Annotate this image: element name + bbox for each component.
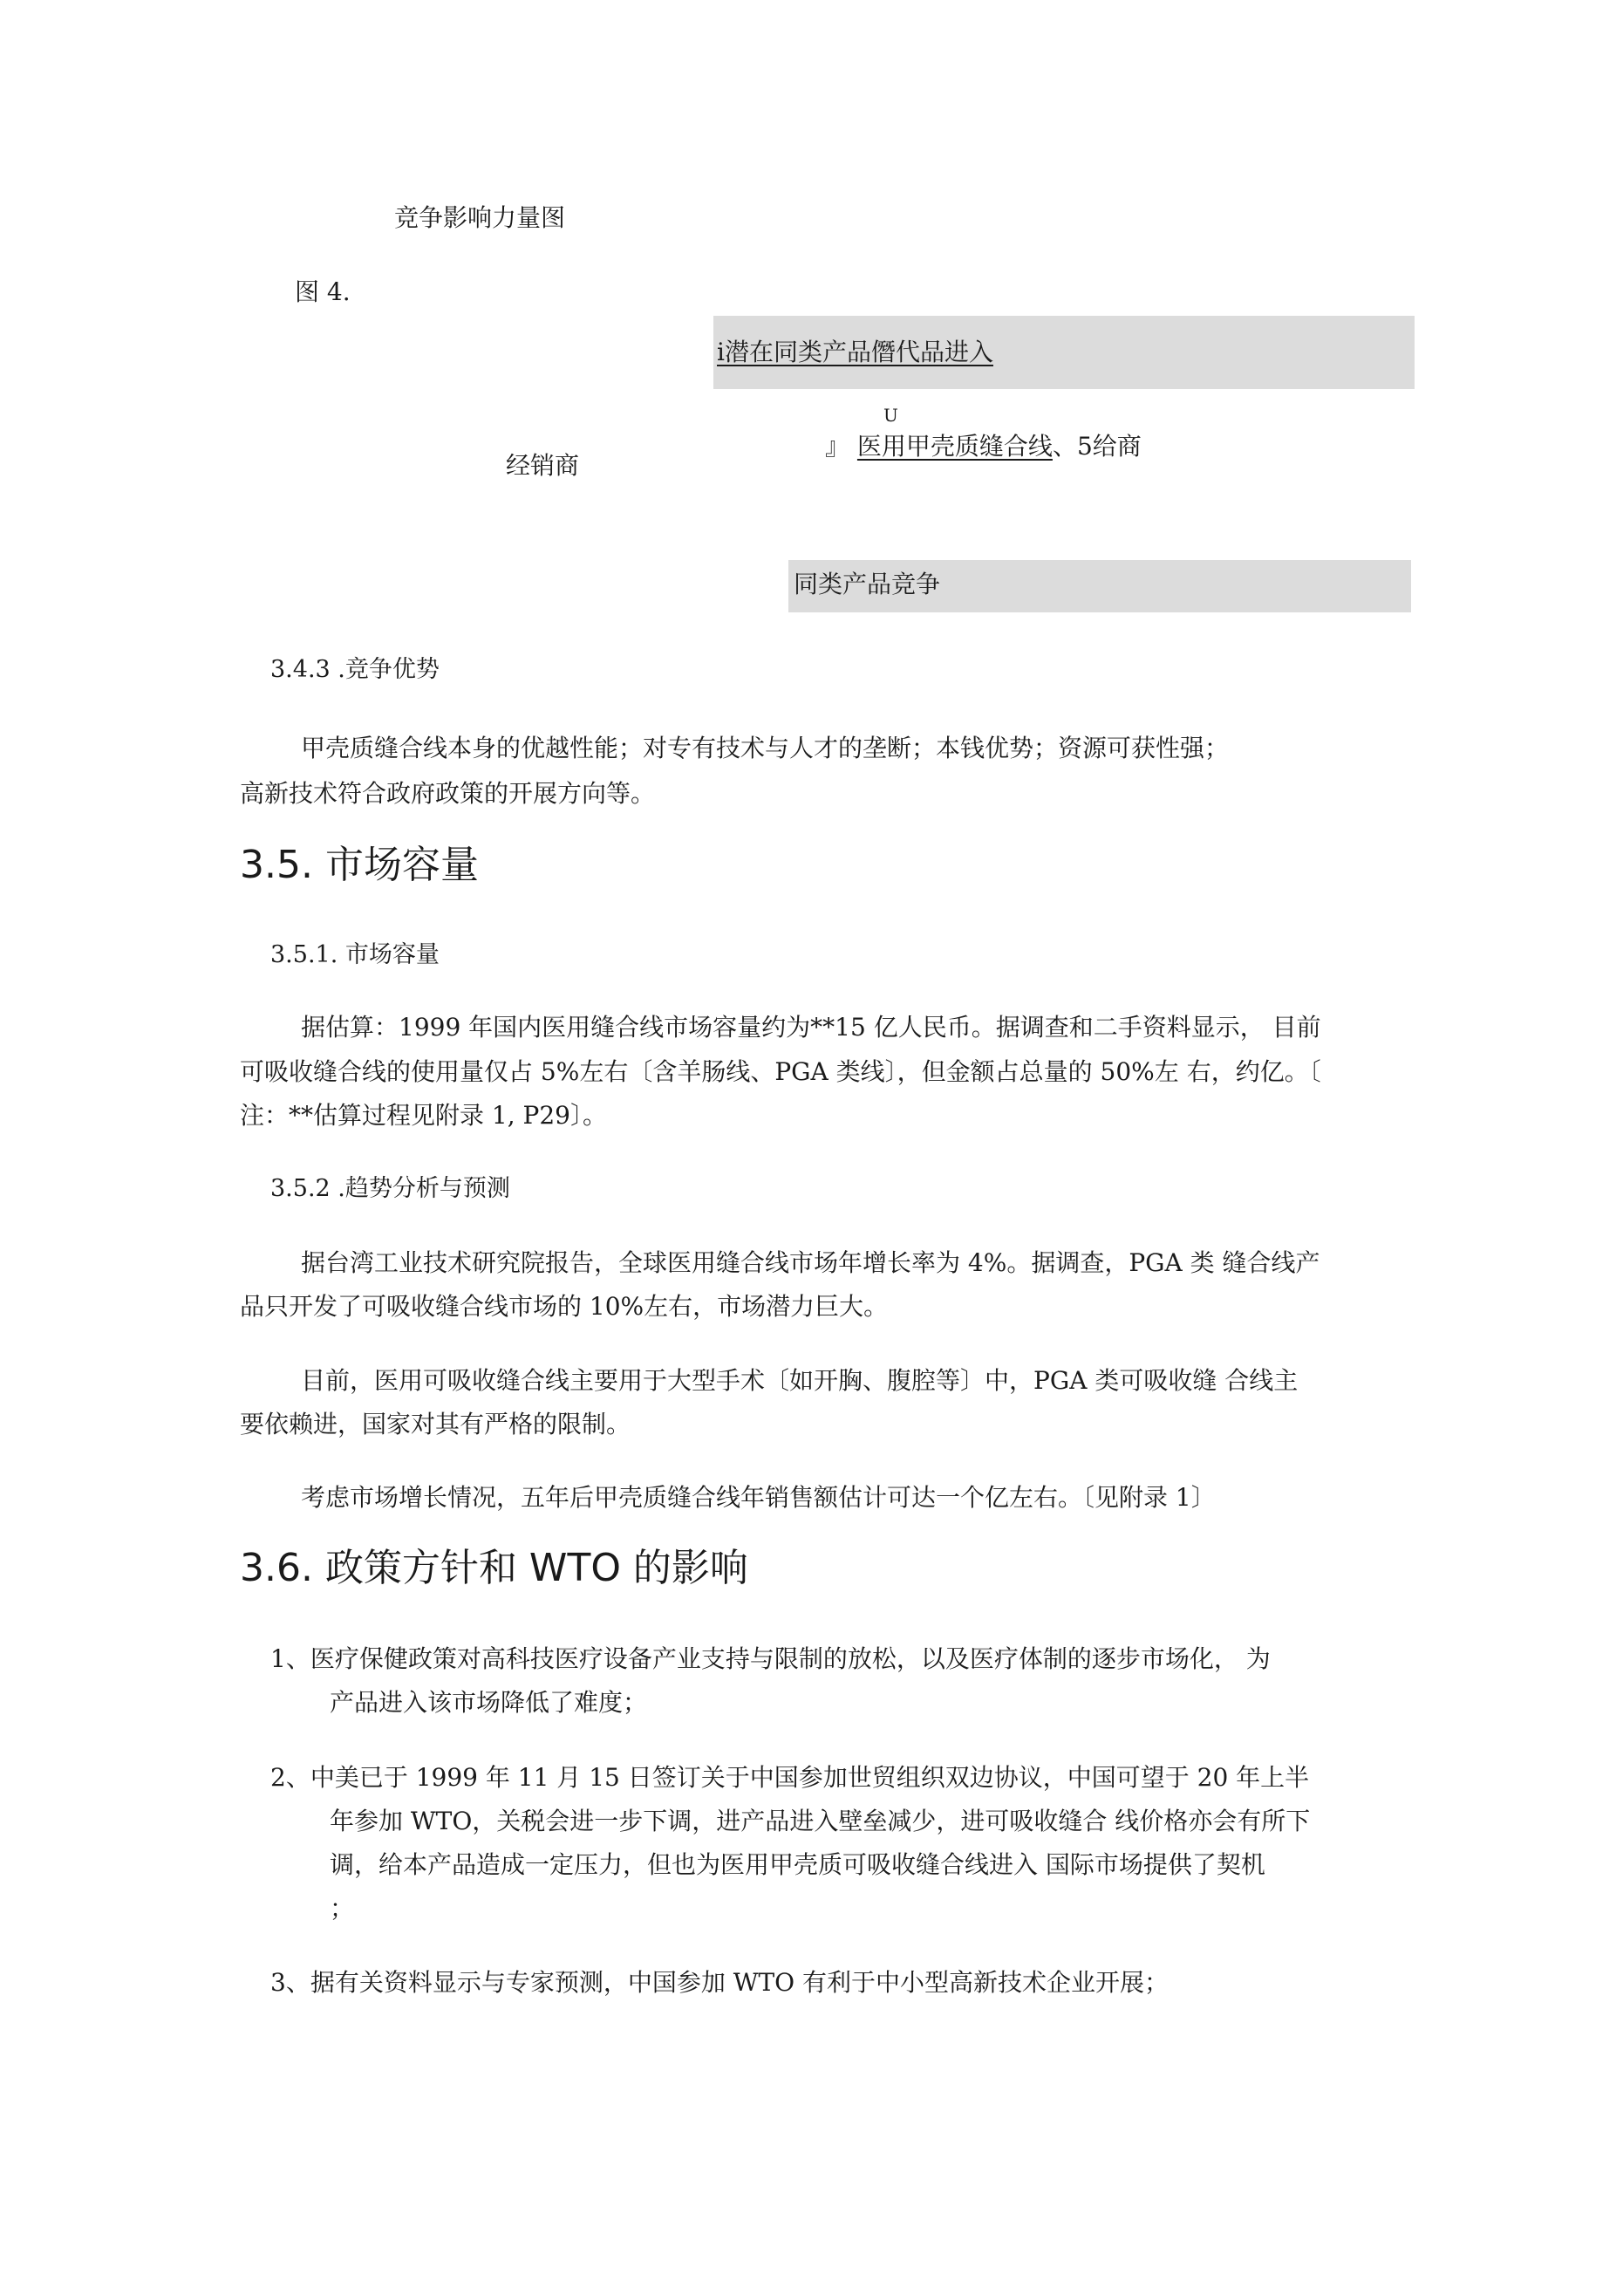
section-3-6-heading: 3.6. 政策方针和 WTO 的影响 xyxy=(240,1546,748,1590)
s35-p4: 考虑市场增长情况，五年后甲壳质缝合线年销售额估计可达一个亿左右。〔见附录 1〕 xyxy=(301,1483,1216,1512)
diagram-box-top-label: i潜在同类产品僭代品进入 xyxy=(717,338,993,366)
s36-item-2-line-2: 年参加 WTO，关税会进一步下调，进产品进入壁垒减少，进可吸收缝合 线价格亦会有所下 xyxy=(330,1807,1311,1835)
s35-p3-line-1: 目前，医用可吸收缝合线主要用于大型手术〔如开胸、腹腔等〕中，PGA 类可吸收缝 合线主 xyxy=(301,1366,1299,1395)
s36-item-2-line-3: 调，给本产品造成一定压力，但也为医用甲壳质可吸收缝合线进入 国际市场提供了契机 xyxy=(330,1850,1265,1879)
s36-item-3: 3、据有关资料显示与专家预测，中国参加 WTO 有利于中小型高新技术企业开展； xyxy=(270,1968,1170,1997)
s343-line-1: 甲壳质缝合线本身的优越性能；对专有技术与人才的垄断；本钱优势；资源可获性强； xyxy=(301,734,1230,762)
s35-p2-line-2: 品只开发了可吸收缝合线市场的 10%左右，市场潜力巨大。 xyxy=(240,1292,889,1321)
section-3-5-2-heading: 3.5.2 .趋势分析与预测 xyxy=(270,1175,510,1202)
section-3-4-3-heading: 3.4.3 .竞争优势 xyxy=(270,656,440,683)
diagram-box-top xyxy=(713,316,1415,389)
diagram-box-bottom xyxy=(788,560,1411,612)
s36-item-2-line-1: 2、中美已于 1999 年 11 月 15 日签订关于中国参加世贸组织双边协议，中国可望于 20 年上半 xyxy=(270,1763,1310,1792)
s35-p1-line-3: 注：**估算过程见附录 1, P29〕。 xyxy=(240,1101,607,1130)
s36-item-2-line-4: ； xyxy=(330,1894,355,1923)
figure-number: 图 4. xyxy=(295,277,351,306)
s35-p3-line-2: 要依赖进，国家对其有严格的限制。 xyxy=(240,1410,631,1438)
s35-p1-line-1: 据估算：1999 年国内医用缝合线市场容量约为**15 亿人民币。据调查和二手资料显示， 目前 xyxy=(301,1013,1321,1042)
s343-line-2: 高新技术符合政府政策的开展方向等。 xyxy=(240,779,656,808)
diagram-box-bottom-label: 同类产品竞争 xyxy=(794,570,941,598)
section-3-5-1-heading: 3.5.1. 市场容量 xyxy=(270,941,440,968)
diagram-dealer-label: 经销商 xyxy=(506,451,580,480)
s36-item-1-line-2: 产品进入该市场降低了难度； xyxy=(330,1688,648,1717)
diagram-center-node xyxy=(825,429,1142,464)
diagram-arrow-mark: U xyxy=(883,405,898,426)
s36-item-1-line-1: 1、医疗保健政策对高科技医疗设备产业支持与限制的放松，以及医疗体制的逐步市场化， 为 xyxy=(270,1644,1271,1673)
diagram-center-suffix: 、5给商 xyxy=(1052,432,1142,461)
s35-p1-line-2: 可吸收缝合线的使用量仅占 5%左右〔含羊肠线、PGA 类线〕，但金额占总量的 50%左 右，约亿。〔 xyxy=(240,1057,1321,1086)
figure-caption: 竞争影响力量图 xyxy=(394,203,566,232)
s35-p2-line-1: 据台湾工业技术研究院报告，全球医用缝合线市场年增长率为 4%。据调查，PGA 类 缝合线产 xyxy=(301,1248,1320,1277)
diagram-center-prefix: 』 xyxy=(825,432,850,461)
diagram-center-main: 医用甲壳质缝合线 xyxy=(856,432,1053,461)
section-3-5-heading: 3.5. 市场容量 xyxy=(240,843,479,887)
